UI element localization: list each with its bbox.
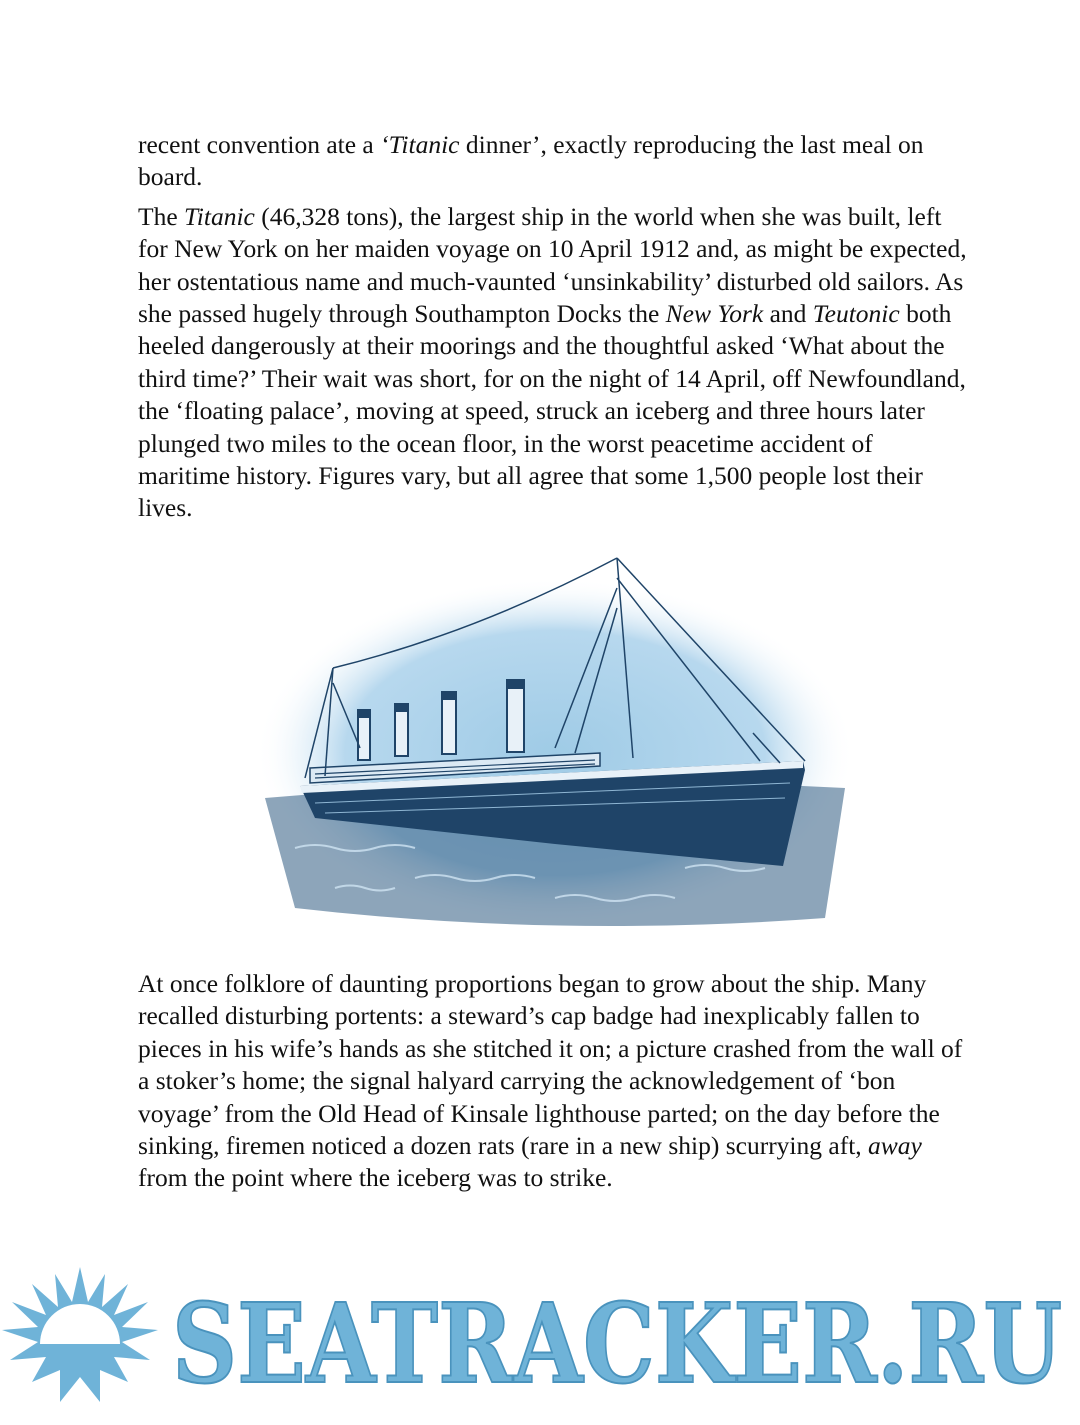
text-block-bottom [138,968,968,1202]
p1-italic-titanic: Titanic [388,130,460,159]
paragraph-1 [138,129,968,194]
p3-text-1: At once folklore of daunting proportions began to grow about the ship. Many recalled disturbing portents: a steward’s cap badge had inexplicably fallen to pieces in his wife’s hands as she stitched it on; a picture crashed from the wall of a stoker’s home; the signal halyard carrying the acknowledgement of ‘bon voyage’ from the Old Head of Kinsale lighthouse parted; on the day before the sinking, firemen noticed a dozen rats (rare in a new ship) scurrying aft, [138,969,963,1161]
watermark [0,1262,1080,1425]
paragraph-2 [138,201,968,525]
watermark-text: SEATRACKER.RU [172,1279,1062,1408]
p2-italic-titanic: Titanic [184,201,255,231]
p2-italic-new-york: New York [665,299,764,329]
sun-logo-icon [2,1267,158,1402]
paragraph-3 [138,968,968,1195]
ship-illustration-icon [255,548,855,933]
p1-text-2: dinner’, exactly reproducing the last meal on board. [138,130,924,192]
text-block-top [138,129,968,532]
p3-italic-away: away [868,1131,922,1161]
p1-quote-open: ‘ [380,130,389,159]
p2-text-1: The [138,201,185,231]
p2-italic-teutonic: Teutonic [812,299,900,329]
p1-text-1: recent convention ate a [138,130,381,159]
p2-text-4: both heeled dangerously at their moorings and the thoughtful asked ‘What about the third time?’ Their wait was short, for on the night of 14 April, off Newfoundland, the ‘floating palace’, moving at speed, struck an iceberg and three hours later plunged two miles to the ocean floor, in the worst peacetime accident of maritime history. Figures vary, but all agree that some 1,500 people lost their lives. [138,299,966,523]
p2-text-2: (46,328 tons), the largest ship in the world when she was built, left for New York on her maiden voyage on 10 April 1912 and, as might be expected, her ostentatious name and much-vaunted ‘unsinkability’ disturbed old sailors. As she passed hugely through Southampton Docks the [138,201,967,329]
p3-text-2: from the point where the iceberg was to strike. [138,1163,613,1193]
p2-text-3: and [763,299,813,329]
